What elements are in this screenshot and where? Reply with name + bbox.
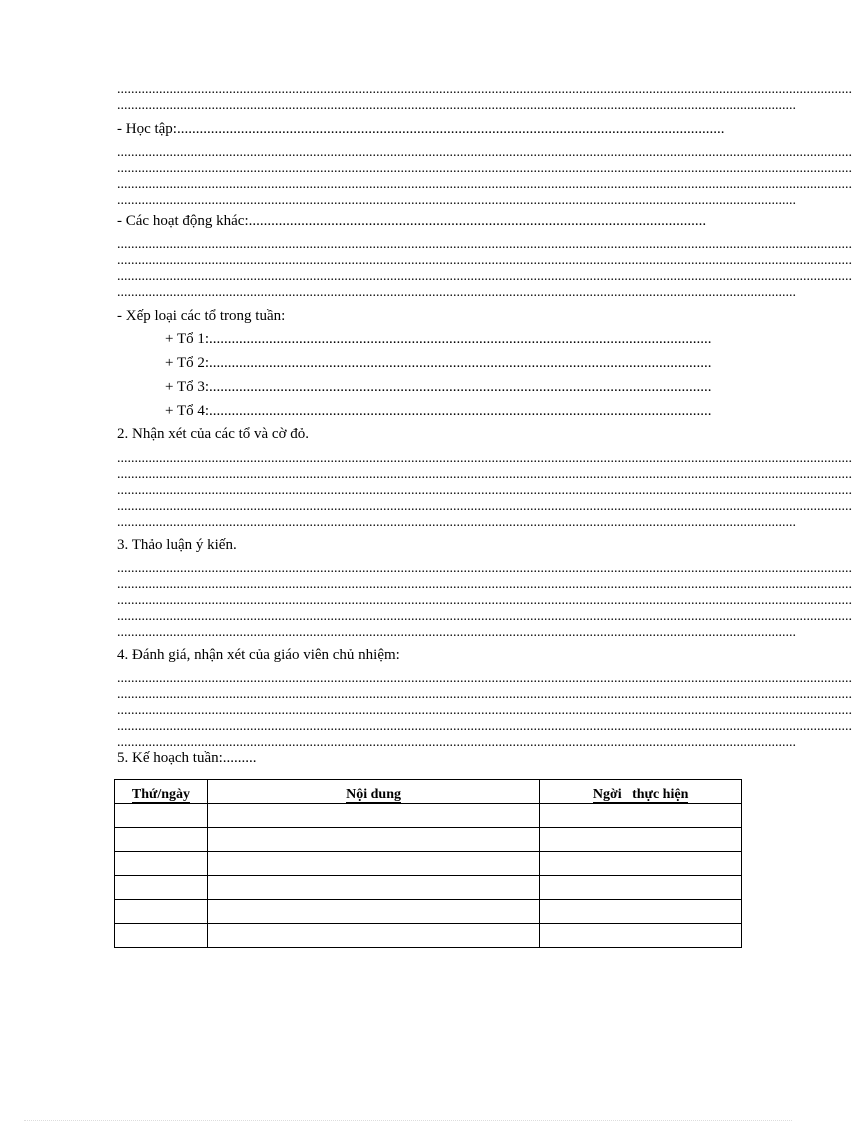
table-cell[interactable] <box>540 828 742 852</box>
table-row <box>115 852 742 876</box>
weekly-plan-table <box>114 779 742 948</box>
table-cell[interactable] <box>115 852 208 876</box>
to-3-line: + Tổ 3:...................................................................................................................................... <box>165 379 712 395</box>
dotted-line: .................................................................................................................................................................................................................. <box>117 499 852 514</box>
dotted-line: .................................................................................................................................................................................................................. <box>117 671 852 686</box>
table-cell[interactable] <box>115 876 208 900</box>
table-cell[interactable] <box>115 828 208 852</box>
header-performer: Ngời thực hiện <box>540 780 742 804</box>
table-row <box>115 876 742 900</box>
table-cell[interactable] <box>207 852 539 876</box>
table-cell[interactable] <box>207 804 539 828</box>
dotted-line: .................................................................................................................................................................................................. <box>117 285 796 300</box>
dotted-line: .................................................................................................................................................................................................................. <box>117 161 852 176</box>
table-cell[interactable] <box>115 900 208 924</box>
table-cell[interactable] <box>207 900 539 924</box>
table-row <box>115 924 742 948</box>
table-cell[interactable] <box>540 900 742 924</box>
dotted-line: .................................................................................................................................................................................................. <box>117 193 796 208</box>
dotted-line: .................................................................................................................................................................................................................. <box>117 82 852 97</box>
table-cell[interactable] <box>207 924 539 948</box>
table-cell[interactable] <box>115 924 208 948</box>
table-row <box>115 900 742 924</box>
table-row <box>115 804 742 828</box>
dotted-line: .................................................................................................................................................................................................................. <box>117 593 852 608</box>
page-bottom-rule <box>24 1120 792 1121</box>
dotted-line: .................................................................................................................................................................................................................. <box>117 269 852 284</box>
dotted-line: .................................................................................................................................................................................................................. <box>117 483 852 498</box>
cac-hoat-dong-line: - Các hoạt động khác:.......................................................................................................................... <box>117 213 707 229</box>
table-body <box>115 804 742 948</box>
table-cell[interactable] <box>207 828 539 852</box>
to-2-line: + Tổ 2:...................................................................................................................................... <box>165 355 712 371</box>
table-cell[interactable] <box>540 852 742 876</box>
dotted-line: .................................................................................................................................................................................................................. <box>117 253 852 268</box>
table-cell[interactable] <box>115 804 208 828</box>
to-1-line: + Tổ 1:...................................................................................................................................... <box>165 331 712 347</box>
dotted-line: .................................................................................................................................................................................................................. <box>117 467 852 482</box>
table-cell[interactable] <box>540 804 742 828</box>
dotted-line: .................................................................................................................................................................................................. <box>117 625 796 640</box>
to-4-line: + Tổ 4:...................................................................................................................................... <box>165 403 712 419</box>
section-3-heading: 3. Thảo luận ý kiến. <box>117 537 237 553</box>
dotted-line: .................................................................................................................................................................................................................. <box>117 687 852 702</box>
table-cell[interactable] <box>207 876 539 900</box>
dotted-line: .................................................................................................................................................................................................. <box>117 98 796 113</box>
section-5-heading: 5. Kế hoạch tuần:......... <box>117 750 257 766</box>
table-cell[interactable] <box>540 924 742 948</box>
dotted-line: .................................................................................................................................................................................................................. <box>117 451 852 466</box>
dotted-line: .................................................................................................................................................................................................................. <box>117 703 852 718</box>
section-4-heading: 4. Đánh giá, nhận xét của giáo viên chủ nhiệm: <box>117 647 400 663</box>
dotted-line: .................................................................................................................................................................................................................. <box>117 145 852 160</box>
hoc-tap-line: - Học tập:.................................................................................................................................................. <box>117 121 725 137</box>
xep-loai-heading: - Xếp loại các tổ trong tuần: <box>117 308 286 324</box>
dotted-line: .................................................................................................................................................................................................................. <box>117 609 852 624</box>
table-row <box>115 828 742 852</box>
header-day: Thứ/ngày <box>115 780 208 804</box>
dotted-line: .................................................................................................................................................................................................................. <box>117 719 852 734</box>
dotted-line: .................................................................................................................................................................................................................. <box>117 237 852 252</box>
header-content: Nội dung <box>207 780 539 804</box>
table-header-row <box>115 780 742 804</box>
section-2-heading: 2. Nhận xét của các tổ và cờ đỏ. <box>117 426 310 442</box>
dotted-line: .................................................................................................................................................................................................................. <box>117 561 852 576</box>
dotted-line: .................................................................................................................................................................................................. <box>117 515 796 530</box>
dotted-line: .................................................................................................................................................................................................................. <box>117 577 852 592</box>
dotted-line: .................................................................................................................................................................................................. <box>117 735 796 750</box>
dotted-line: .................................................................................................................................................................................................................. <box>117 177 852 192</box>
table-cell[interactable] <box>540 876 742 900</box>
